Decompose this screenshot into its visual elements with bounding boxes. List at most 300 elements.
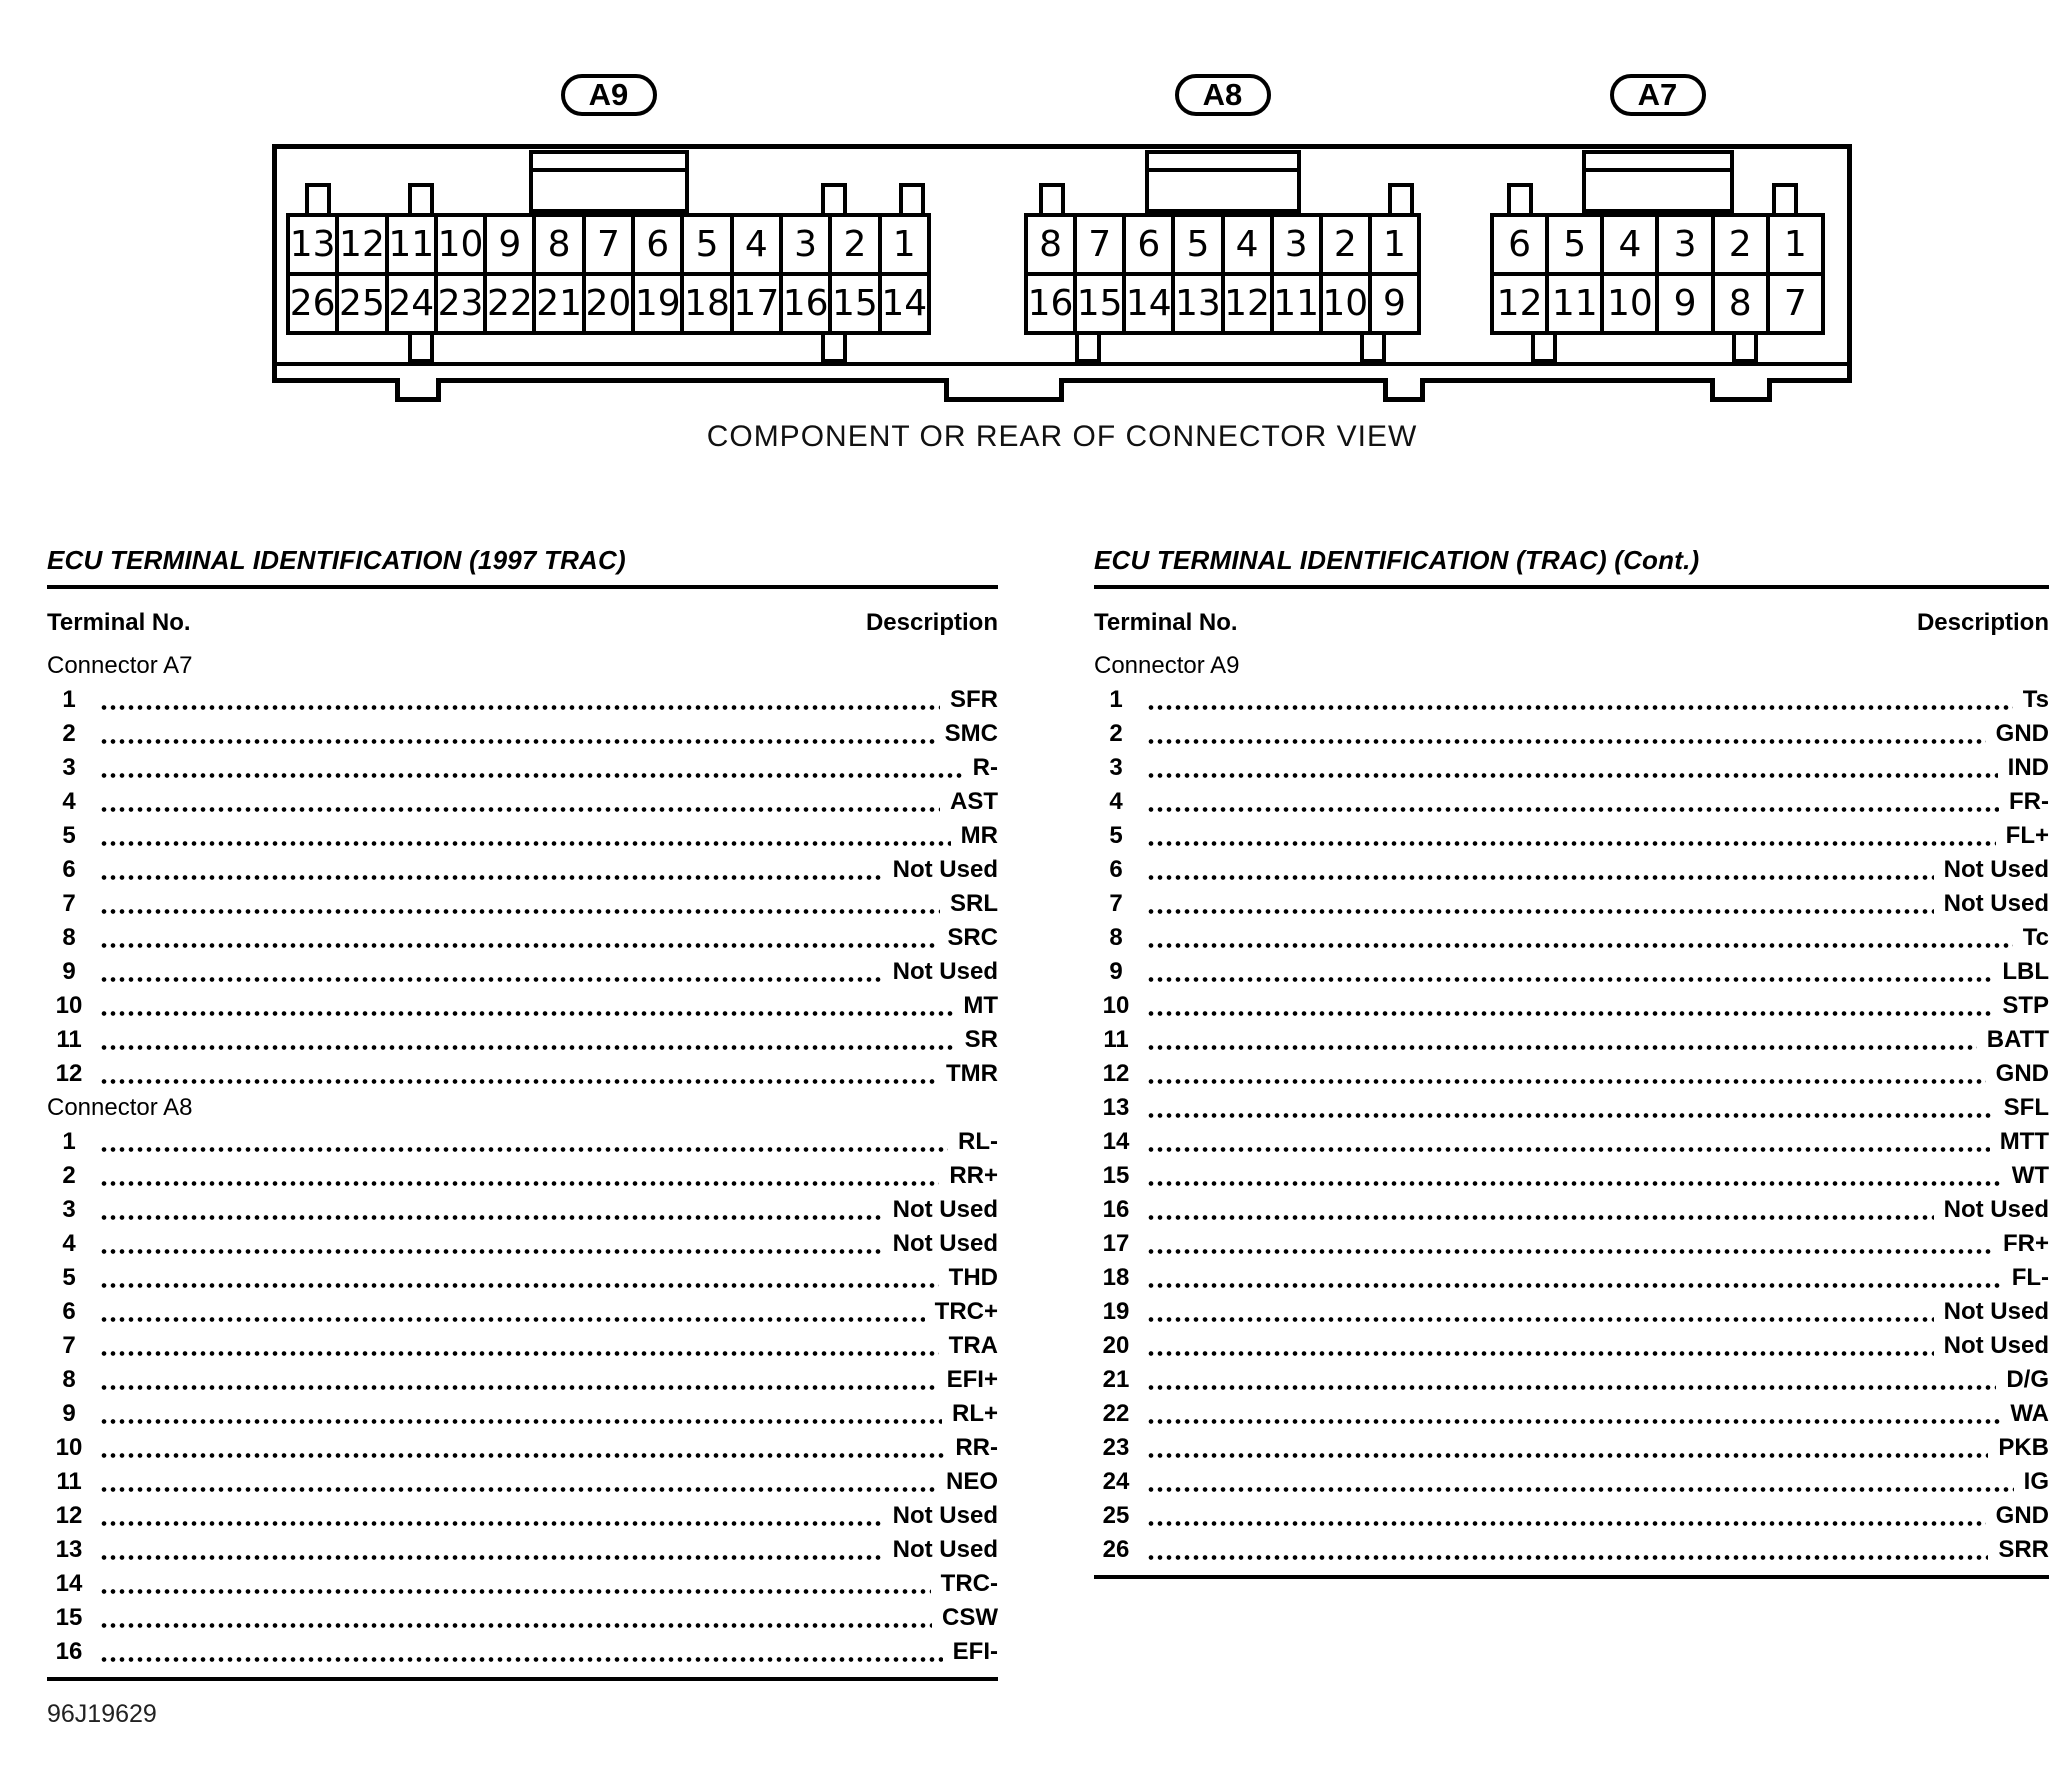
pin-cell: 2: [1711, 213, 1770, 276]
terminal-row: [47, 1397, 998, 1431]
col-terminal-no: Terminal No.: [1094, 609, 1238, 636]
terminal-description: FL+: [2005, 822, 2049, 849]
pin-cell: 16: [1024, 272, 1077, 335]
pin-cell: 13: [1171, 272, 1224, 335]
terminal-row: [47, 989, 998, 1023]
terminal-description: SFL: [2003, 1094, 2049, 1121]
leader-dots: [101, 977, 883, 982]
pin-cell: 5: [680, 213, 733, 276]
terminal-number: 13: [1102, 1094, 1130, 1121]
pin-row: [286, 272, 931, 335]
terminal-description: GND: [1995, 1502, 2049, 1529]
terminal-description: Not Used: [1943, 1298, 2049, 1325]
pin-cell: 22: [483, 272, 536, 335]
terminal-row: [1094, 1057, 2049, 1091]
terminal-description: LBL: [2002, 958, 2049, 985]
section-header: Connector A7: [47, 652, 193, 679]
terminal-number: 18: [1102, 1264, 1130, 1291]
terminal-number: 15: [1102, 1162, 1130, 1189]
pin-cell: 14: [1122, 272, 1175, 335]
terminal-row: [1094, 717, 2049, 751]
terminal-description: PKB: [1998, 1434, 2049, 1461]
leader-dots: [101, 1589, 931, 1594]
pin-cell: 20: [582, 272, 635, 335]
terminal-number: 4: [1109, 788, 1123, 815]
connector-cap-a7: [1582, 150, 1734, 213]
terminal-description: SRL: [950, 890, 998, 917]
leader-dots: [1148, 1181, 2002, 1186]
terminal-number: 4: [62, 788, 76, 815]
pin-cell: 7: [1073, 213, 1126, 276]
leader-dots: [1148, 705, 2013, 710]
document-id: 96J19629: [47, 1700, 157, 1728]
pin-cell: 11: [1270, 272, 1323, 335]
leader-dots: [1148, 1521, 1986, 1526]
terminal-row: [1094, 1499, 2049, 1533]
terminal-description: BATT: [1986, 1026, 2049, 1053]
terminal-number: 1: [62, 1128, 76, 1155]
terminal-number: 9: [62, 958, 76, 985]
terminal-number: 1: [1109, 686, 1123, 713]
pin-row: [1024, 213, 1421, 276]
pin-cell: 9: [1368, 272, 1421, 335]
col-terminal-no: Terminal No.: [47, 609, 191, 636]
terminal-row: [1094, 853, 2049, 887]
terminal-number: 13: [55, 1536, 83, 1563]
table-title: ECU TERMINAL IDENTIFICATION (1997 TRAC): [47, 545, 998, 589]
pin-cell: 3: [1270, 213, 1323, 276]
terminal-description: RL-: [958, 1128, 998, 1155]
col-description: Description: [1916, 609, 2049, 636]
terminal-description: FR+: [2002, 1230, 2049, 1257]
pin-cell: 5: [1171, 213, 1224, 276]
pin-cell: 13: [286, 213, 339, 276]
terminal-row: [47, 887, 998, 921]
pin-cell: 11: [385, 213, 438, 276]
terminal-number: 7: [1109, 890, 1123, 917]
terminal-row: [1094, 1397, 2049, 1431]
terminal-row: [47, 1363, 998, 1397]
leader-dots: [101, 773, 963, 778]
pin-row: [1490, 272, 1825, 335]
terminal-row: [47, 717, 998, 751]
leader-dots: [1148, 875, 1934, 880]
terminal-number: 14: [55, 1570, 83, 1597]
leader-dots: [101, 1011, 953, 1016]
terminal-row: [47, 785, 998, 819]
leader-dots: [1148, 1453, 1988, 1458]
terminal-number: 12: [1102, 1060, 1130, 1087]
terminal-number: 24: [1102, 1468, 1130, 1495]
terminal-row: [47, 1261, 998, 1295]
terminal-description: SR: [964, 1026, 998, 1053]
leader-dots: [101, 875, 883, 880]
terminal-row: [1094, 751, 2049, 785]
terminal-description: THD: [948, 1264, 998, 1291]
pin-cell: 15: [1073, 272, 1126, 335]
terminal-description: SFR: [950, 686, 998, 713]
housing-bottom-tab: [395, 378, 441, 402]
terminal-number: 2: [1109, 720, 1123, 747]
pin-cell: 3: [1655, 213, 1714, 276]
terminal-number: 4: [62, 1230, 76, 1257]
terminal-row: [1094, 1431, 2049, 1465]
terminal-row: [47, 1431, 998, 1465]
terminal-number: 6: [62, 856, 76, 883]
terminal-row: [47, 1499, 998, 1533]
terminal-description: RL+: [951, 1400, 998, 1427]
leader-dots: [101, 1487, 936, 1492]
terminal-number: 7: [62, 890, 76, 917]
pin-grid-a7: [1490, 213, 1825, 335]
housing-clip: [408, 183, 434, 213]
terminal-row: [47, 1193, 998, 1227]
pin-cell: 12: [335, 213, 388, 276]
terminal-description: SRC: [947, 924, 998, 951]
pin-cell: 8: [1711, 272, 1770, 335]
leader-dots: [1148, 1249, 1993, 1254]
terminal-description: GND: [1995, 720, 2049, 747]
leader-dots: [101, 1555, 883, 1560]
pin-cell: 18: [680, 272, 733, 335]
terminal-description: Not Used: [892, 856, 998, 883]
pin-cell: 12: [1221, 272, 1274, 335]
table-body: [1094, 649, 2049, 1579]
connector-label-a8: A8: [1175, 74, 1271, 116]
pin-cell: 6: [631, 213, 684, 276]
terminal-row: [47, 1329, 998, 1363]
view-caption: COMPONENT OR REAR OF CONNECTOR VIEW: [706, 420, 1418, 453]
connector-cap-a9: [529, 150, 689, 213]
leader-dots: [101, 1385, 937, 1390]
terminal-number: 2: [62, 720, 76, 747]
terminal-row: [47, 853, 998, 887]
terminal-number: 6: [1109, 856, 1123, 883]
terminal-number: 5: [62, 1264, 76, 1291]
terminal-number: 22: [1102, 1400, 1130, 1427]
terminal-number: 12: [55, 1060, 83, 1087]
terminal-row: [47, 921, 998, 955]
pin-row: [1024, 272, 1421, 335]
cap-inner-line: [1586, 168, 1730, 172]
terminal-description: TMR: [946, 1060, 998, 1087]
terminal-number: 20: [1102, 1332, 1130, 1359]
pin-grid-a9: [286, 213, 931, 335]
terminal-number: 11: [56, 1468, 82, 1495]
terminal-row: [47, 1567, 998, 1601]
terminal-row: [1094, 1193, 2049, 1227]
terminal-row: [1094, 1023, 2049, 1057]
leader-dots: [1148, 1555, 1988, 1560]
terminal-row: [47, 1057, 998, 1091]
pin-cell: 8: [532, 213, 585, 276]
pin-cell: 1: [878, 213, 931, 276]
terminal-number: 21: [1102, 1366, 1130, 1393]
terminal-number: 5: [62, 822, 76, 849]
terminal-number: 3: [1109, 754, 1123, 781]
pin-cell: 7: [1766, 272, 1825, 335]
terminal-number: 8: [1109, 924, 1123, 951]
terminal-row: [1094, 921, 2049, 955]
leader-dots: [101, 1453, 945, 1458]
terminal-description: Tc: [2022, 924, 2049, 951]
housing-clip: [305, 183, 331, 213]
pin-cell: 2: [828, 213, 881, 276]
pin-cell: 10: [1600, 272, 1659, 335]
pin-cell: 6: [1122, 213, 1175, 276]
leader-dots: [1148, 1011, 1992, 1016]
leader-dots: [101, 1249, 883, 1254]
pin-cell: 21: [532, 272, 585, 335]
pin-cell: 16: [779, 272, 832, 335]
table-header: [1094, 609, 2049, 637]
terminal-row: [47, 1465, 998, 1499]
terminal-description: TRC-: [940, 1570, 998, 1597]
pin-cell: 9: [1655, 272, 1714, 335]
pin-cell: 4: [1600, 213, 1659, 276]
terminal-table-1997-trac: [47, 545, 998, 1681]
leader-dots: [101, 739, 935, 744]
col-description: Description: [865, 609, 998, 636]
leader-dots: [101, 1351, 939, 1356]
pin-cell: 9: [483, 213, 536, 276]
terminal-number: 15: [55, 1604, 83, 1631]
terminal-description: Not Used: [892, 1196, 998, 1223]
leader-dots: [1148, 1079, 1986, 1084]
pin-cell: 1: [1766, 213, 1825, 276]
terminal-number: 26: [1102, 1536, 1130, 1563]
terminal-row: [1094, 887, 2049, 921]
terminal-number: 3: [62, 754, 76, 781]
terminal-number: 11: [56, 1026, 82, 1053]
leader-dots: [101, 1657, 943, 1662]
terminal-row: [47, 955, 998, 989]
terminal-description: STP: [2002, 992, 2049, 1019]
terminal-number: 23: [1102, 1434, 1130, 1461]
pin-row: [286, 213, 931, 276]
terminal-description: SMC: [944, 720, 998, 747]
terminal-description: EFI+: [946, 1366, 998, 1393]
cap-inner-line: [533, 168, 685, 172]
terminal-description: WT: [2011, 1162, 2049, 1189]
terminal-description: Not Used: [892, 1536, 998, 1563]
pin-cell: 4: [730, 213, 783, 276]
terminal-description: RR-: [955, 1434, 998, 1461]
terminal-row: [1094, 1363, 2049, 1397]
terminal-row: [1094, 1159, 2049, 1193]
terminal-number: 16: [1102, 1196, 1130, 1223]
terminal-number: 17: [1102, 1230, 1130, 1257]
leader-dots: [1148, 1147, 1990, 1152]
housing-clip: [821, 335, 847, 363]
terminal-row: [47, 1023, 998, 1057]
terminal-description: Not Used: [892, 958, 998, 985]
leader-dots: [1148, 1113, 1994, 1118]
terminal-row: [47, 683, 998, 717]
section-header: Connector A9: [1094, 652, 1240, 679]
terminal-description: IG: [2023, 1468, 2049, 1495]
terminal-number: 7: [62, 1332, 76, 1359]
leader-dots: [101, 1147, 948, 1152]
terminal-description: MTT: [1999, 1128, 2049, 1155]
cap-inner-line: [1149, 168, 1297, 172]
pin-cell: 14: [878, 272, 931, 335]
terminal-number: 10: [1102, 992, 1130, 1019]
leader-dots: [1148, 1385, 1996, 1390]
terminal-row: [1094, 1125, 2049, 1159]
terminal-description: TRC+: [934, 1298, 998, 1325]
pin-cell: 23: [434, 272, 487, 335]
terminal-row: [1094, 1261, 2049, 1295]
terminal-number: 10: [55, 1434, 83, 1461]
pin-cell: 8: [1024, 213, 1077, 276]
pin-grid-a8: [1024, 213, 1421, 335]
pin-cell: 2: [1319, 213, 1372, 276]
terminal-number: 8: [62, 1366, 76, 1393]
terminal-row: [1094, 683, 2049, 717]
terminal-number: 3: [62, 1196, 76, 1223]
terminal-description: SRR: [1998, 1536, 2049, 1563]
housing-clip: [1531, 335, 1557, 363]
terminal-row: [1094, 1329, 2049, 1363]
pin-cell: 26: [286, 272, 339, 335]
housing-clip: [899, 183, 925, 213]
terminal-description: D/G: [2006, 1366, 2049, 1393]
connector-label-a7: A7: [1610, 74, 1706, 116]
section-header: Connector A8: [47, 1094, 193, 1121]
terminal-number: 9: [1109, 958, 1123, 985]
leader-dots: [101, 1283, 939, 1288]
terminal-row: [1094, 1295, 2049, 1329]
terminal-row: [47, 1601, 998, 1635]
leader-dots: [1148, 1487, 2014, 1492]
leader-dots: [1148, 807, 1999, 812]
housing-clip: [1075, 335, 1101, 363]
table-body: [47, 649, 998, 1681]
leader-dots: [1148, 1419, 2000, 1424]
housing-clip: [408, 335, 434, 363]
leader-dots: [101, 1181, 939, 1186]
terminal-row: [1094, 1465, 2049, 1499]
terminal-description: Not Used: [1943, 1196, 2049, 1223]
leader-dots: [101, 1317, 925, 1322]
terminal-number: 16: [55, 1638, 83, 1665]
terminal-number: 12: [55, 1502, 83, 1529]
table-title: ECU TERMINAL IDENTIFICATION (TRAC) (Cont.): [1094, 545, 2049, 589]
terminal-row: [47, 1159, 998, 1193]
housing-clip: [1360, 335, 1386, 363]
pin-cell: 12: [1490, 272, 1549, 335]
pin-cell: 17: [730, 272, 783, 335]
housing-clip: [1732, 335, 1758, 363]
leader-dots: [1148, 1317, 1934, 1322]
pin-cell: 10: [1319, 272, 1372, 335]
housing-bottom-tab: [1383, 378, 1425, 402]
terminal-number: 9: [62, 1400, 76, 1427]
leader-dots: [101, 705, 940, 710]
terminal-description: Not Used: [892, 1230, 998, 1257]
housing-rim-line: [277, 362, 1847, 366]
pin-cell: 11: [1545, 272, 1604, 335]
terminal-description: FL-: [2011, 1264, 2049, 1291]
leader-dots: [101, 1419, 942, 1424]
terminal-description: FR-: [2009, 788, 2049, 815]
terminal-row: [47, 819, 998, 853]
terminal-row: [47, 1295, 998, 1329]
terminal-description: Not Used: [1943, 1332, 2049, 1359]
leader-dots: [1148, 943, 2013, 948]
pin-cell: 25: [335, 272, 388, 335]
terminal-description: AST: [950, 788, 998, 815]
terminal-description: CSW: [942, 1604, 998, 1631]
terminal-number: 5: [1109, 822, 1123, 849]
leader-dots: [101, 1521, 883, 1526]
pin-cell: 24: [385, 272, 438, 335]
leader-dots: [101, 943, 937, 948]
pin-cell: 15: [828, 272, 881, 335]
table-header: [47, 609, 998, 637]
terminal-description: TRA: [948, 1332, 998, 1359]
leader-dots: [1148, 1351, 1934, 1356]
leader-dots: [1148, 1283, 2002, 1288]
leader-dots: [101, 1045, 955, 1050]
terminal-row: [1094, 1091, 2049, 1125]
leader-dots: [1148, 739, 1986, 744]
terminal-description: Not Used: [1943, 890, 2049, 917]
terminal-number: 2: [62, 1162, 76, 1189]
terminal-number: 19: [1102, 1298, 1130, 1325]
housing-clip: [1388, 183, 1414, 213]
terminal-table-trac-cont: [1094, 545, 2049, 1579]
terminal-number: 10: [55, 992, 83, 1019]
terminal-description: MT: [963, 992, 998, 1019]
terminal-description: NEO: [945, 1468, 998, 1495]
terminal-row: [1094, 955, 2049, 989]
leader-dots: [1148, 773, 1998, 778]
leader-dots: [101, 1623, 932, 1628]
leader-dots: [101, 909, 940, 914]
terminal-description: Not Used: [1943, 856, 2049, 883]
terminal-description: R-: [972, 754, 998, 781]
terminal-row: [1094, 1227, 2049, 1261]
housing-clip: [1772, 183, 1798, 213]
leader-dots: [1148, 841, 1996, 846]
leader-dots: [101, 1079, 936, 1084]
leader-dots: [1148, 1045, 1977, 1050]
terminal-number: 25: [1102, 1502, 1130, 1529]
housing-bottom-tab: [1710, 378, 1772, 402]
leader-dots: [1148, 909, 1934, 914]
pin-cell: 19: [631, 272, 684, 335]
terminal-description: Not Used: [892, 1502, 998, 1529]
terminal-number: 14: [1102, 1128, 1130, 1155]
pin-cell: 6: [1490, 213, 1549, 276]
leader-dots: [1148, 1215, 1934, 1220]
terminal-description: Ts: [2022, 686, 2049, 713]
terminal-row: [47, 1125, 998, 1159]
pin-cell: 5: [1545, 213, 1604, 276]
housing-clip: [821, 183, 847, 213]
pin-cell: 10: [434, 213, 487, 276]
leader-dots: [1148, 977, 1992, 982]
pin-cell: 1: [1368, 213, 1421, 276]
terminal-description: MR: [960, 822, 998, 849]
terminal-number: 6: [62, 1298, 76, 1325]
pin-cell: 4: [1221, 213, 1274, 276]
pin-row: [1490, 213, 1825, 276]
terminal-row: [47, 1227, 998, 1261]
terminal-row: [1094, 785, 2049, 819]
